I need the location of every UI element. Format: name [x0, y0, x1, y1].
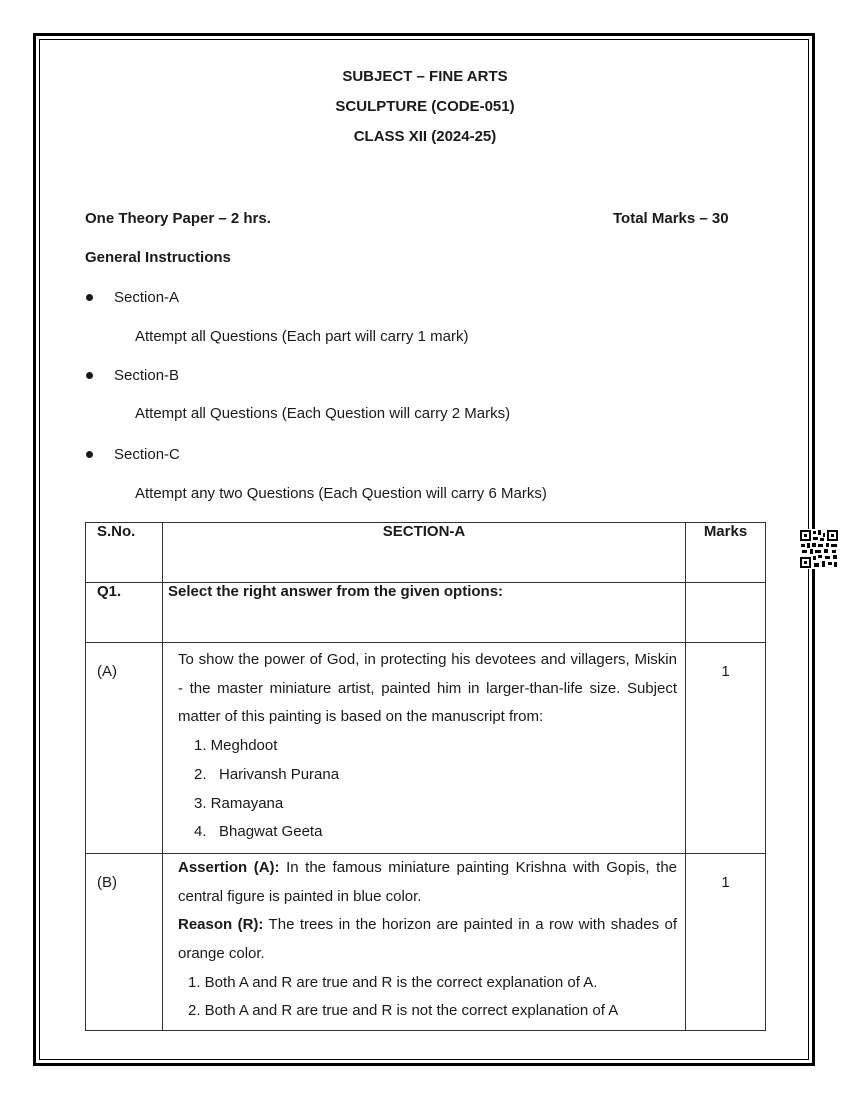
table-row	[86, 583, 766, 643]
paper-duration: One Theory Paper – 2 hrs.	[85, 210, 271, 227]
section-c-detail: Attempt any two Questions (Each Question will carry 6 Marks)	[135, 485, 547, 502]
header-marks: Marks	[686, 523, 766, 583]
qb-reason-text: The trees in the horizon are painted in a row with shades of orange color.	[178, 916, 677, 963]
table-row	[86, 643, 766, 854]
qa-option-1: 1. Meghdoot	[194, 737, 278, 755]
qr-code-icon	[799, 529, 839, 569]
subject-heading: SUBJECT – FINE ARTS	[342, 68, 508, 85]
total-marks: Total Marks – 30	[613, 210, 729, 227]
header-section: SECTION-A	[163, 523, 686, 583]
bullet-icon	[86, 294, 93, 301]
question-table	[85, 522, 766, 1031]
section-c-label: Section-C	[114, 446, 180, 463]
q1-marks	[686, 583, 766, 643]
section-b-label: Section-B	[114, 367, 180, 384]
table-row	[86, 853, 766, 1030]
q1-number: Q1.	[86, 583, 163, 643]
qa-marks: 1	[686, 643, 766, 854]
qb-marks: 1	[686, 853, 766, 1030]
qa-option-4: 4. Bhagwat Geeta	[194, 823, 323, 841]
qb-reason-label: Reason (R):	[178, 916, 264, 934]
class-heading: CLASS XII (2024-25)	[353, 128, 497, 145]
qb-option-1: 1. Both A and R are true and R is the correct explanation of A.	[188, 973, 598, 991]
sculpture-heading: SCULPTURE (CODE-051)	[335, 98, 515, 115]
qa-number: (A)	[86, 643, 163, 854]
table-header-row	[86, 523, 766, 583]
bullet-icon	[86, 372, 93, 379]
bullet-icon	[86, 451, 93, 458]
section-b-detail: Attempt all Questions (Each Question will carry 2 Marks)	[135, 405, 511, 422]
qa-question	[163, 643, 686, 854]
instructions-title: General Instructions	[85, 249, 231, 266]
header-sno: S.No.	[86, 523, 163, 583]
section-a-detail: Attempt all Questions (Each part will carry 1 mark)	[135, 328, 469, 345]
qb-assertion-label: Assertion (A):	[178, 858, 280, 876]
qb-assertion-text: In the famous miniature painting Krishna with Gopis, the central figure is painted in blue color.	[178, 858, 677, 905]
qb-number: (B)	[86, 853, 163, 1030]
qb-question	[163, 853, 686, 1030]
section-a-label: Section-A	[114, 289, 180, 306]
qa-text: To show the power of God, in protecting his devotees and villagers, Miskin - the master miniature artist, painted him in larger-than-life size. Subject matter of this painting is based on the manuscript from:	[178, 651, 677, 726]
qb-option-2: 2. Both A and R are true and R is not the correct explanation of A	[188, 1002, 619, 1020]
q1-text: Select the right answer from the given options:	[163, 583, 686, 643]
qa-option-3: 3. Ramayana	[194, 794, 284, 812]
qa-option-2: 2. Harivansh Purana	[194, 765, 340, 783]
qb-reason	[178, 911, 677, 968]
